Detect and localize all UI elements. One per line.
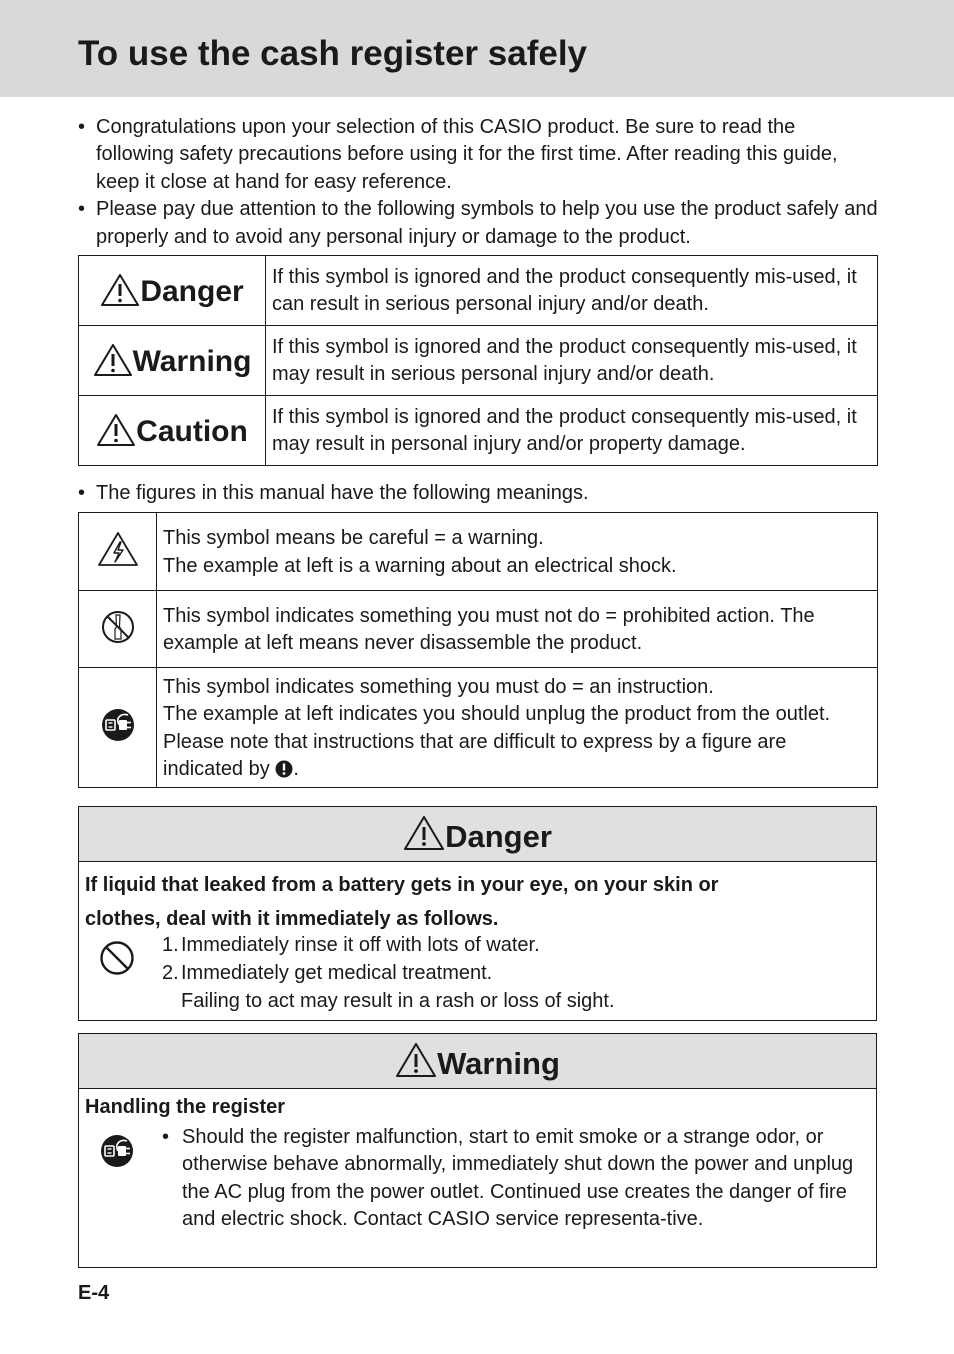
intro-section	[78, 114, 878, 251]
danger-box-title: Danger	[445, 819, 552, 854]
danger-steps	[162, 931, 615, 1015]
figure-text-line: This symbol indicates something you must do = an instruction.	[163, 676, 714, 698]
bullet-dot: •	[78, 116, 86, 138]
page-header	[0, 0, 954, 97]
no-disassembly-icon	[100, 609, 136, 645]
danger-box	[78, 806, 877, 1021]
symbol-label-caution: Caution	[136, 414, 248, 448]
bullet-dot: •	[78, 198, 86, 221]
bullet-dot: •	[78, 482, 86, 504]
intro-bullet-text: Congratulations upon your selection of this CASIO product. Be sure to read the following safety precautions before using it for the first time. After reading this guide, keep it close at hand for easy reference.	[96, 116, 838, 193]
exclamation-circle-icon	[275, 760, 293, 778]
electric-shock-warning-icon	[97, 531, 139, 567]
intro-bullet-text: Please pay due attention to the following symbols to help you use the product safely and properly and to avoid any personal injury or damage to the product.	[96, 198, 878, 248]
symbol-description: If this symbol is ignored and the product consequently mis-used, it may result in personal injury and/or property damage.	[266, 396, 878, 466]
warning-triangle-icon	[100, 273, 140, 307]
warning-box-title: Warning	[437, 1046, 560, 1081]
figures-table	[78, 512, 878, 788]
page-title: To use the cash register safely	[78, 34, 588, 73]
list-item	[162, 959, 615, 987]
warning-triangle-icon	[395, 1042, 437, 1078]
symbol-label-warning: Warning	[132, 344, 252, 378]
figure-text: This symbol indicates something you must not do = prohibited action. The example at left means never disassemble the product.	[157, 591, 878, 668]
warning-box-header	[79, 1034, 876, 1089]
figures-intro-text: The figures in this manual have the following meanings.	[96, 482, 589, 504]
danger-box-lead: If liquid that leaked from a battery gets in your eye, on your skin or	[85, 874, 719, 896]
symbol-row-caution	[79, 396, 878, 466]
figure-text-line: The example at left indicates you should unplug the product from the outlet. Please note that instructions that are difficult to express by a figure are indicated by	[163, 703, 831, 780]
symbol-table	[78, 255, 878, 466]
step-text: Immediately get medical treatment.	[181, 962, 493, 984]
step-text: Immediately rinse it off with lots of water.	[181, 934, 540, 956]
figure-text-line: The example at left is a warning about an electrical shock.	[163, 554, 677, 577]
warning-triangle-icon	[93, 343, 133, 377]
list-item	[162, 1124, 862, 1234]
intro-bullet	[78, 114, 878, 196]
symbol-label-danger: Danger	[140, 274, 244, 308]
step-note: Failing to act may result in a rash or loss of sight.	[181, 990, 615, 1012]
warning-bullets	[162, 1124, 862, 1234]
symbol-row-warning	[79, 326, 878, 396]
figure-text-period: .	[293, 757, 299, 780]
symbol-description: If this symbol is ignored and the product consequently mis-used, it can result in serious personal injury and/or death.	[266, 256, 878, 326]
prohibited-icon	[99, 940, 135, 976]
danger-box-lead: clothes, deal with it immediately as follows.	[85, 908, 499, 930]
figure-text-line: This symbol means be careful = a warning.	[163, 527, 544, 550]
step-number: 1.	[162, 934, 179, 956]
warning-triangle-icon	[96, 413, 136, 447]
symbol-description: If this symbol is ignored and the product consequently mis-used, it may result in serious personal injury and/or death.	[266, 326, 878, 396]
unplug-icon	[100, 707, 136, 743]
figures-intro	[78, 480, 589, 507]
warning-bullet-text: Should the register malfunction, start to emit smoke or a strange odor, or otherwise behave abnormally, immediately shut down the power and unplug the AC plug from the power outlet. Continued use creates the danger of fire and electric shock. Contact CASIO service representa-tive.	[182, 1126, 854, 1231]
step-number: 2.	[162, 962, 179, 984]
intro-bullet	[78, 196, 878, 251]
symbol-row-danger	[79, 256, 878, 326]
unplug-icon	[99, 1133, 135, 1169]
list-item	[162, 931, 615, 959]
figure-row	[79, 668, 878, 788]
warning-box	[78, 1033, 877, 1268]
figure-row	[79, 591, 878, 668]
page-number: E-4	[78, 1282, 110, 1304]
bullet-dot: •	[162, 1126, 170, 1148]
warning-triangle-icon	[403, 815, 445, 851]
danger-box-header	[79, 807, 876, 862]
warning-box-subtitle: Handling the register	[85, 1096, 286, 1118]
figure-row	[79, 513, 878, 591]
